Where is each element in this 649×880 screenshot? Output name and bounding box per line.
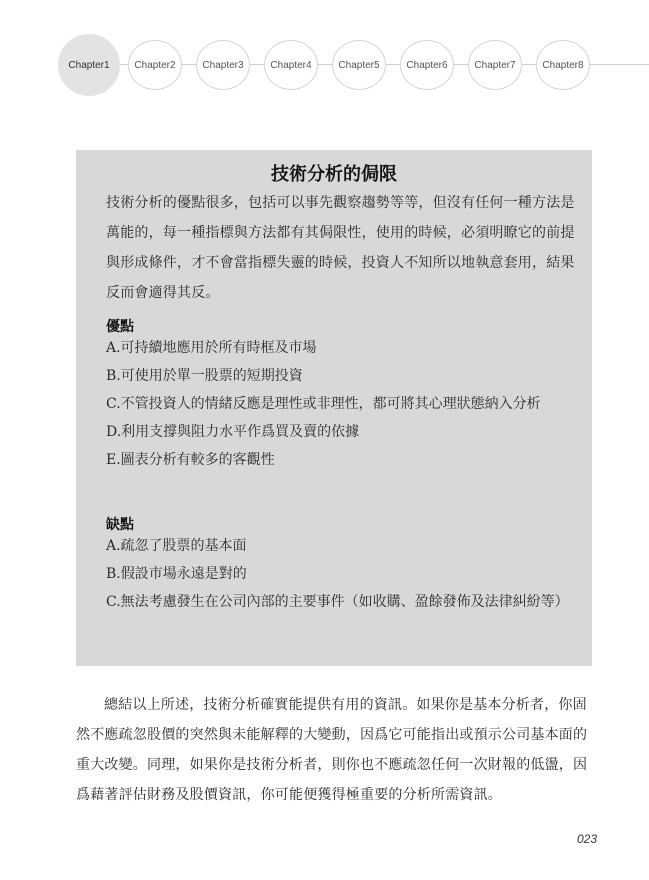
chapter-tab-4[interactable]: Chapter4 (264, 40, 318, 90)
sidebar-box (76, 150, 592, 666)
box-intro-paragraph: 技術分析的優點很多，包括可以事先觀察趨勢等等，但沒有任何一種方法是萬能的，每一種指標與方法都有其侷限性，使用的時候，必須明瞭它的前提與形成條件，才不會當指標失靈的時候，投資人不知所以地執意套用，結果反而會適得其反。 (106, 195, 575, 301)
chapter-tab-3[interactable]: Chapter3 (196, 40, 250, 90)
pros-item: B.可使用於單一股票的短期投資 (106, 368, 303, 384)
cons-item: B.假設市場永遠是對的 (106, 566, 247, 582)
cons-heading: 缺點 (106, 517, 134, 533)
box-title: 技術分析的侷限 (271, 164, 397, 185)
chapter-tab-7[interactable]: Chapter7 (468, 40, 522, 90)
conclusion-paragraph: 總結以上所述，技術分析確實能提供有用的資訊。如果你是基本分析者，你固然不應疏忽股價的突然與未能解釋的大變動，因爲它可能指出或預示公司基本面的重大改變。同理，如果你是技術分析者，則你也不應疏忽任何一次財報的低盪，因爲藉著評估財務及股價資訊，你可能便獲得極重要的分析所需資訊。 (76, 697, 588, 803)
cons-list (106, 532, 576, 616)
chapter-tab-6[interactable]: Chapter6 (400, 40, 454, 90)
pros-item: A.可持續地應用於所有時框及市場 (106, 340, 317, 356)
pros-list (106, 334, 576, 474)
chapter-nav (0, 30, 649, 100)
pros-item: D.利用支撐與阻力水平作爲買及賣的依據 (106, 424, 360, 440)
cons-item: C.無法考慮發生在公司內部的主要事件（如收購、盈餘發佈及法律糾紛等） (106, 594, 569, 610)
pros-item: C.不管投資人的情緒反應是理性或非理性，都可將其心理狀態納入分析 (106, 396, 541, 412)
chapter-tab-2[interactable]: Chapter2 (128, 40, 182, 90)
cons-item: A.疏忽了股票的基本面 (106, 538, 247, 554)
chapter-tab-1[interactable]: Chapter1 (58, 34, 120, 96)
pros-item: E.圖表分析有較多的客觀性 (106, 452, 275, 468)
chapter-tab-8[interactable]: Chapter8 (536, 40, 590, 90)
page-number: 023 (576, 832, 597, 846)
chapter-tab-5[interactable]: Chapter5 (332, 40, 386, 90)
pros-heading: 優點 (106, 319, 134, 335)
